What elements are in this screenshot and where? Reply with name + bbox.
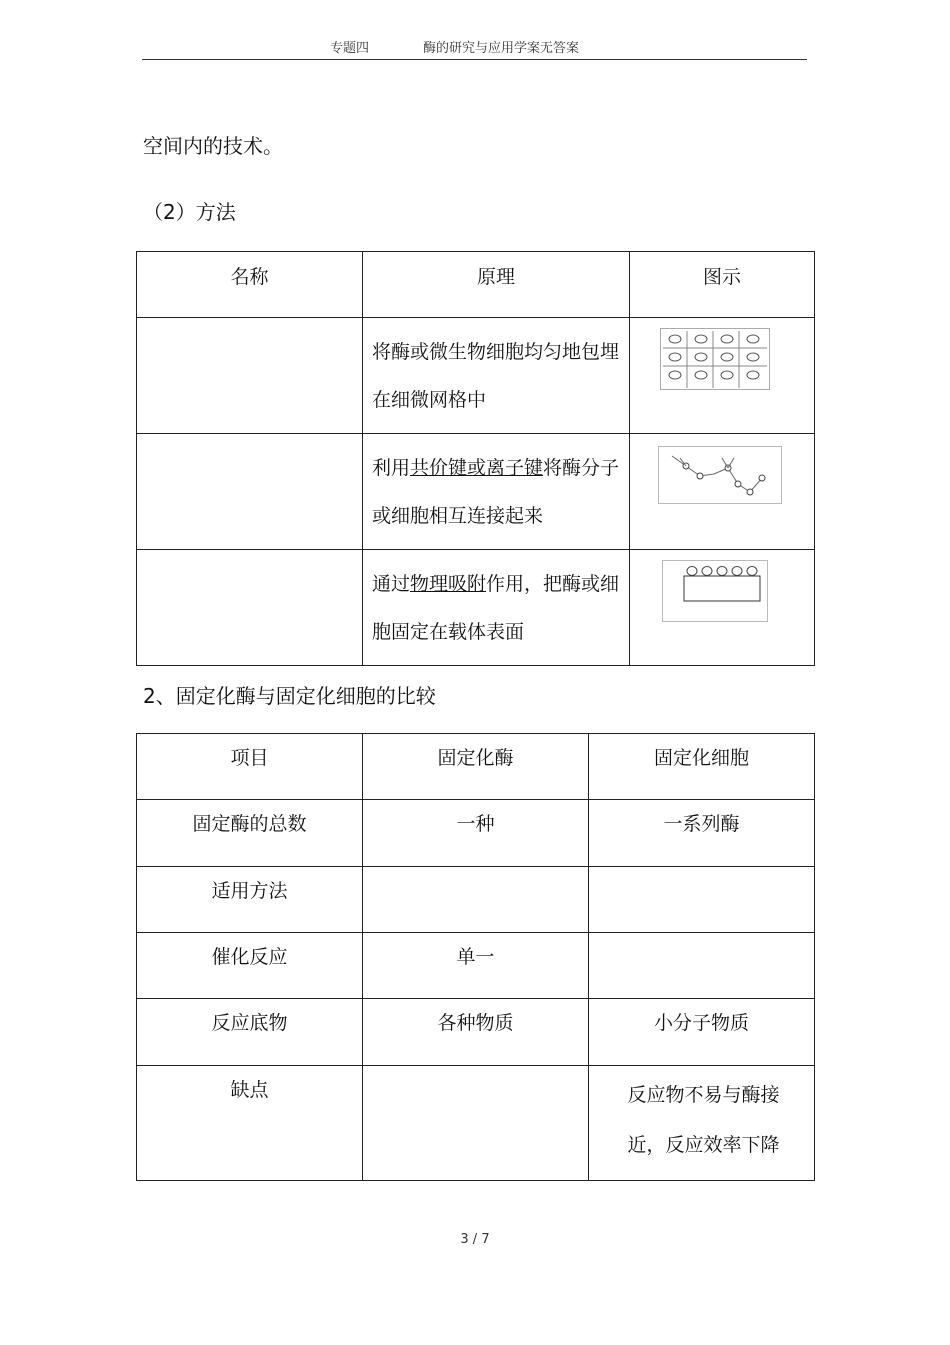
table-cell: 反应物不易与酶接近，反应效率下降: [589, 1066, 815, 1181]
table-cell: [589, 867, 815, 933]
page-number: 3 / 7: [460, 1232, 490, 1247]
table-row: [137, 434, 815, 550]
method-figure-cell: [630, 550, 815, 666]
methods-table: [136, 251, 815, 666]
comparison-table: [136, 733, 815, 1181]
intro-text: 空间内的技术。: [143, 134, 283, 158]
table-cell: [589, 933, 815, 999]
section-compare-heading: 2、固定化酶与固定化细胞的比较: [143, 684, 436, 708]
method-name-cell: [137, 550, 363, 666]
header-cell-immobilized-enzyme: 固定化酶: [363, 734, 589, 800]
header-topic: 专题四: [330, 41, 370, 56]
table-cell: 单一: [363, 933, 589, 999]
header-cell-figure: 图示: [630, 252, 815, 318]
section-methods-heading: （2）方法: [143, 200, 236, 224]
principle-text: 利用: [372, 457, 411, 479]
header-cell-principle: 原理: [363, 252, 630, 318]
method-name-cell: [137, 318, 363, 434]
header-cell-immobilized-cell: 固定化细胞: [589, 734, 815, 800]
principle-text: 通过: [372, 573, 411, 595]
header-cell-name: 名称: [137, 252, 363, 318]
principle-text: 作用，把酶或细胞固定在载体表面: [372, 573, 620, 643]
table-cell: 固定酶的总数: [137, 800, 363, 867]
cross-linking-figure: [658, 446, 782, 504]
method-figure-cell: [630, 318, 815, 434]
method-principle-cell: [363, 434, 630, 550]
method-principle-cell: [363, 318, 630, 434]
table-cell: 反应底物: [137, 999, 363, 1066]
table-row: [137, 550, 815, 666]
method-name-cell: [137, 434, 363, 550]
table-cell: 各种物质: [363, 999, 589, 1066]
table-row: [137, 999, 815, 1066]
principle-text: 将酶或微生物细胞均匀地包埋在细微网格中: [372, 341, 620, 411]
table-header-row: [137, 252, 815, 318]
table-row: [137, 1066, 815, 1181]
table-cell: 一种: [363, 800, 589, 867]
table-cell: 适用方法: [137, 867, 363, 933]
adsorption-figure: [662, 560, 768, 622]
table-row: [137, 318, 815, 434]
page-header: [142, 32, 807, 60]
principle-text: 将酶分子或细胞相互连接起来: [372, 457, 620, 527]
principle-underlined-text: 共价键或离子键: [410, 457, 544, 479]
table-header-row: [137, 734, 815, 800]
table-row: [137, 867, 815, 933]
method-principle-cell: [363, 550, 630, 666]
table-row: [137, 800, 815, 867]
table-cell: 缺点: [137, 1066, 363, 1181]
table-cell: 一系列酶: [589, 800, 815, 867]
table-cell: 小分子物质: [589, 999, 815, 1066]
header-title: 酶的研究与应用学案无答案: [423, 41, 580, 56]
table-cell: [363, 1066, 589, 1181]
grid-embedding-figure: [660, 328, 770, 390]
method-figure-cell: [630, 434, 815, 550]
principle-underlined-text: 物理吸附: [410, 573, 487, 595]
header-cell-item: 项目: [137, 734, 363, 800]
table-cell: [363, 867, 589, 933]
table-cell: 催化反应: [137, 933, 363, 999]
table-row: [137, 933, 815, 999]
